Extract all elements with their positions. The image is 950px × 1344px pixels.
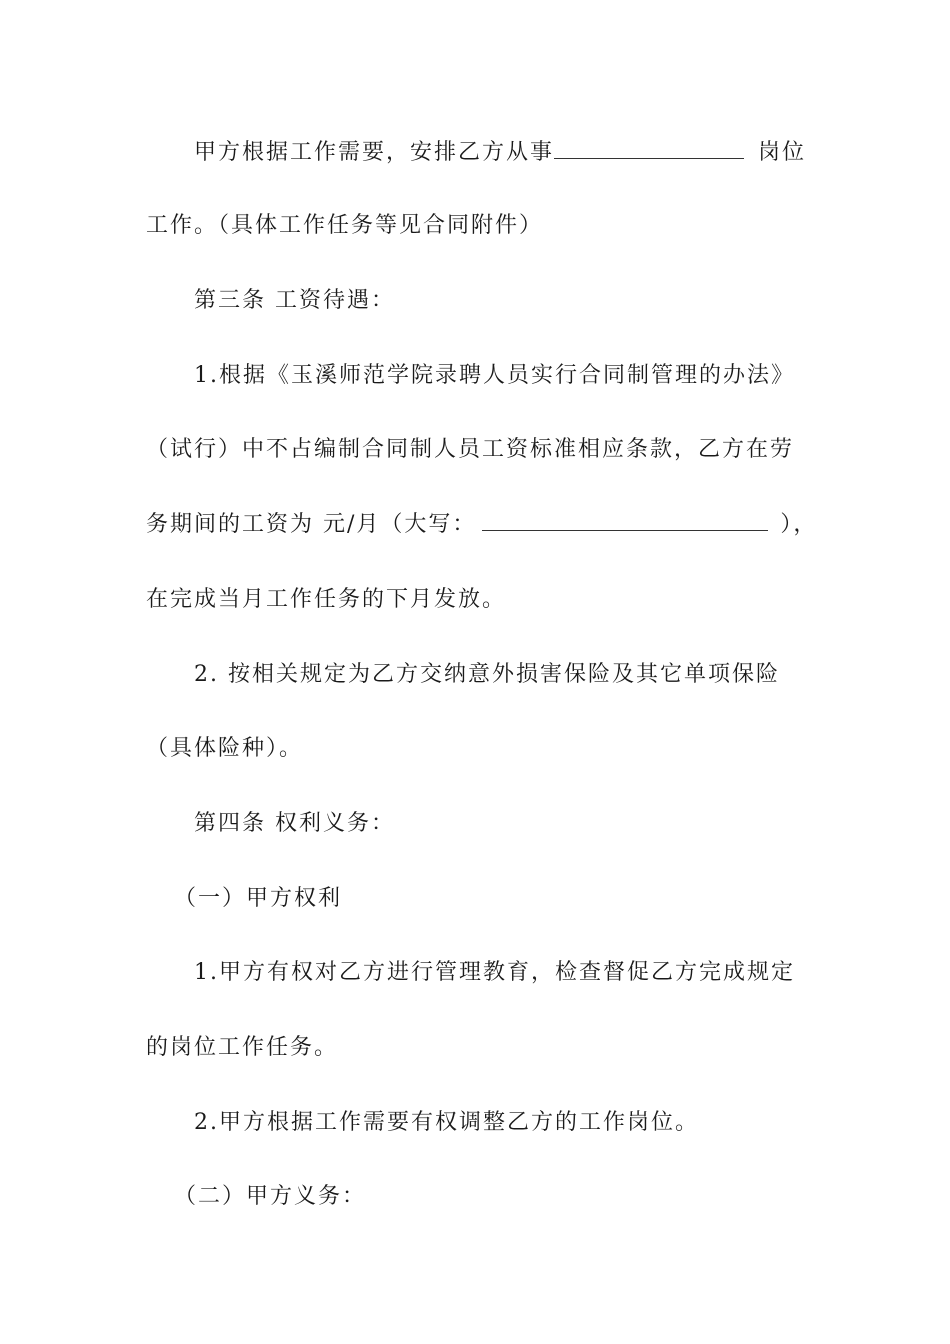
article-heading-3: 第三条 工资待遇： [194, 288, 395, 313]
paragraph-post-assignment [194, 138, 874, 168]
paragraph-line: （具体险种）。 [146, 736, 304, 761]
paragraph-line: 工作。（具体工作任务等见合同附件） [146, 213, 544, 238]
post-blank-line [554, 138, 744, 159]
paragraph-salary [146, 510, 826, 540]
paragraph-line: 2.甲方根据工作需要有权调整乙方的工作岗位。 [194, 1110, 699, 1135]
paragraph-line: （试行）中不占编制合同制人员工资标准相应条款，乙方在劳 [146, 437, 795, 462]
article-heading-4: 第四条 权利义务： [194, 811, 395, 836]
paragraph-line: 1.甲方有权对乙方进行管理教育，检查督促乙方完成规定 [194, 960, 795, 985]
paragraph-line: 在完成当月工作任务的下月发放。 [146, 587, 507, 612]
text-segment: 务期间的工资为 元/月（大写： [146, 512, 477, 537]
paragraph-line: 的岗位工作任务。 [146, 1035, 339, 1060]
text-segment: 岗位 [758, 140, 807, 165]
paragraph-line: 1.根据《玉溪师范学院录聘人员实行合同制管理的办法》 [194, 363, 795, 388]
amount-blank-line [482, 510, 768, 531]
section-heading: （一）甲方权利 [174, 886, 343, 911]
paragraph-line: 2. 按相关规定为乙方交纳意外损害保险及其它单项保险 [194, 662, 780, 687]
text-segment: 甲方根据工作需要，安排乙方从事 [194, 140, 555, 165]
section-heading: （二）甲方义务： [174, 1184, 367, 1209]
text-segment: ）， [780, 512, 818, 537]
